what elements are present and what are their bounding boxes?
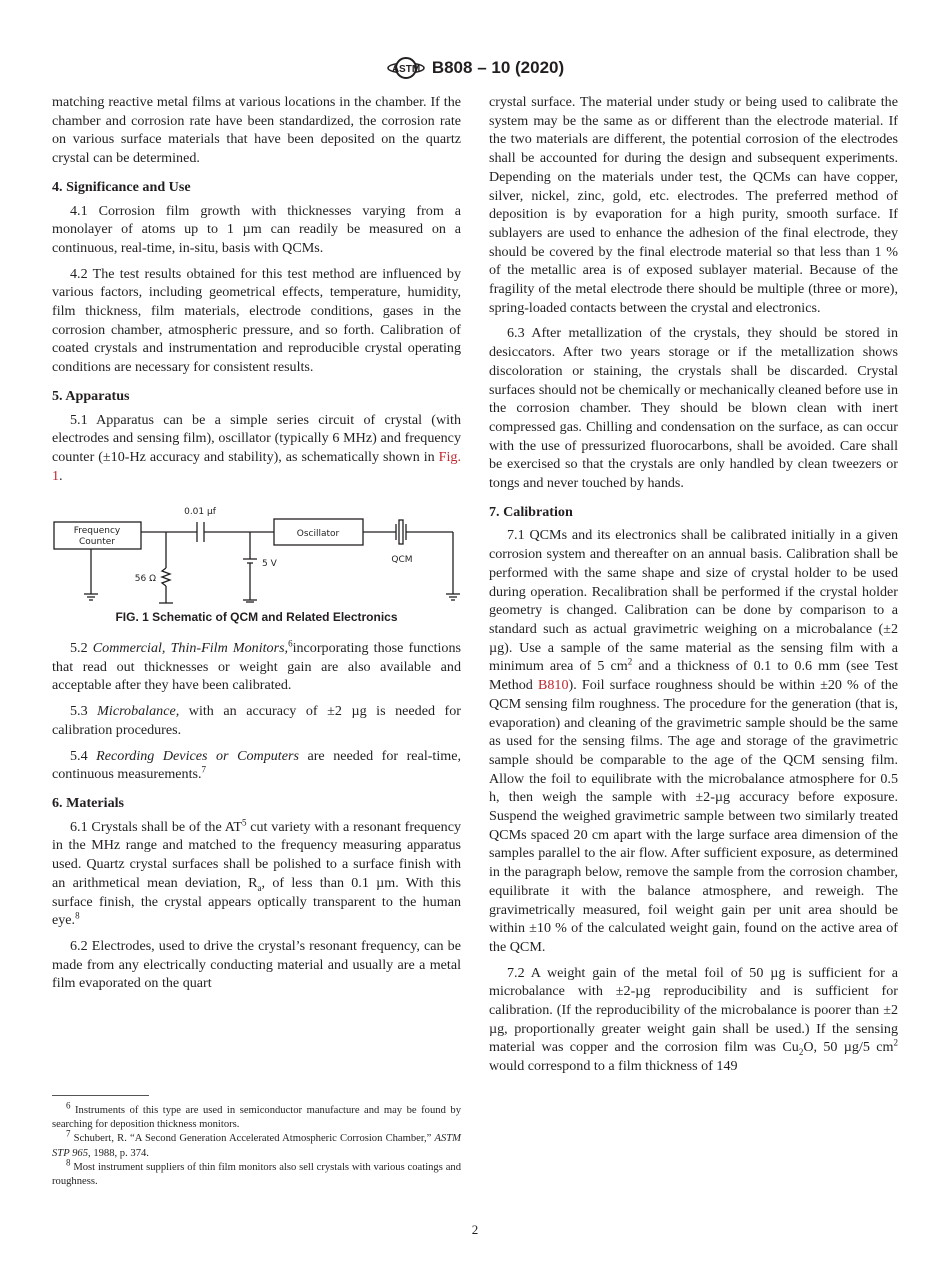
text-run: would correspond to a film thickness of 149 [489, 1058, 738, 1075]
text-run: 7. Calibration [489, 503, 573, 520]
paragraph [52, 265, 461, 377]
text-run: are needed for real-time, continuous measurements. [52, 747, 462, 783]
superscript: 7 [201, 764, 207, 775]
cross-reference-link[interactable]: Fig. 1 [52, 448, 461, 484]
footnote-number: 8 [66, 1157, 71, 1168]
text-run: 5. Apparatus [52, 387, 130, 404]
paragraph [52, 747, 461, 784]
text-run: 6.2 Electrodes, used to drive the crystal’s resonant frequency, can be made from any electrically conducting material and usually are a metal film evaporated on the quart [52, 937, 461, 992]
paragraph [52, 411, 461, 486]
footnote-number: 7 [66, 1128, 71, 1139]
footnote-text: , 1988, p. 374. [88, 1147, 149, 1159]
resistor-label: 56 Ω [134, 574, 156, 585]
qcm-label: QCM [391, 555, 413, 566]
text-run: 7.1 QCMs and its electronics shall be calibrated initially in a given corrosion system and thereafter on an annual basis. Calibration shall be performed with the same shape and size of crystal holder to be used during operation. Recalibration shall be performed if the crystal holder geometry is changed. Calibration can be done by comparison to a standard such as actual gravimetric weighing on a microbalance (±2 µg). Use a sample of the same material as the sensing film with a minimum area of 5 cm [489, 527, 898, 675]
text-run: 5.2 [70, 640, 93, 657]
right-column [489, 93, 898, 1083]
text-run: Commercial, Thin-Film Monitors, [92, 640, 289, 657]
figure-1 [52, 492, 461, 627]
text-run: 4.2 The test results obtained for this test method are influenced by various factors, including geometrical effects, temperature, humidity, film thickness, film materials, electrode conditions, gases in the corrosion chamber, atmospheric pressure, and so forth. Calibration of coated crystals and instrumentation and reproducible crystal operating conditions are necessary for consistent results. [52, 265, 461, 376]
footnote-text: Most instrument suppliers of thin film monitors also sell crystals with various coatings and roughness. [52, 1161, 461, 1188]
text-run: with an accuracy of ±2 µg is needed for calibration procedures. [52, 703, 461, 738]
text-run: 5.4 [70, 747, 97, 764]
superscript: 5 [241, 817, 247, 827]
paragraph [52, 937, 461, 993]
footnote-citation: ASTM STP 965 [52, 1133, 461, 1159]
text-run: ). Foil surface roughness should be within ±20 % of the QCM sensing film roughness. The procedure for the generation (that is, evaporation) and cleaning of the gravimetric sample should be the same as used for the sensing films. The age and storage of the gravimetric sample should be comparable to the age of the QCM sensing film. Allow the foil to equilibrate with the microbalance atmosphere for 0.5 h, then weigh the sample with ±2-µg accuracy before exposure. Suspend the weighed gravimetric sample between two similarly treated QCMs spaced 20 cm apart with the large surface area dimension of the samples parallel to the air flow. After sufficient exposure, as determined in the paragraph below, remove the sample from the corrosion chamber, equilibrate it with the balance atmosphere, and reweigh. The gravimetrically measured, foil weight gain per unit area should be within ±10 % of the calculated weight gain, found on the active area of the QCM. [489, 677, 898, 955]
text-run: Microbalance, [97, 703, 180, 720]
svg-text:ASTM: ASTM [391, 64, 420, 75]
capacitor-label: 0.01 µf [184, 507, 216, 518]
paragraph [52, 93, 461, 168]
oscillator-label: Oscillator [296, 529, 340, 540]
text-run: 6.1 Crystals shall be of the AT [70, 818, 242, 835]
footnote-text: Instruments of this type are used in semiconductor manufacture and may be found by searching for deposition thickness monitors. [52, 1105, 461, 1131]
text-run: , of less than 0.1 µm. With this surface finish, the crystal appears optically transparent to the human eye. [52, 874, 461, 929]
section-heading [52, 178, 461, 197]
text-run: 4.1 Corrosion film growth with thicknesses varying from a monolayer of atoms up to 1 µm can readily be measured on a continuous, real-time, in-situ, basis with QCMs. [52, 202, 461, 256]
paragraph [52, 639, 461, 695]
section-heading [52, 387, 461, 406]
paragraph [489, 526, 898, 956]
astm-logo-icon [386, 56, 426, 80]
subscript: 2 [798, 1047, 804, 1058]
text-run: cut variety with a resonant frequency in the MHz range and matched to the frequency measuring apparatus used. Quartz crystal surfaces shall be polished to a surface finish with an arithmetical mean deviation, R [52, 818, 462, 891]
voltage-label: 5 V [262, 559, 277, 570]
page-header [0, 56, 950, 80]
superscript: 2 [627, 656, 633, 667]
counter-label: Frequency [73, 526, 121, 537]
text-run: crystal surface. The material under study or being used to calibrate the system may be the same as or different than the electrode material. If the two materials are different, the potential corrosion of the electrodes shall be accounted for during the design and subsequent experiments. Depending on the materials under test, the QCMs can have copper, silver, nickel, zinc, gold, etc. electrodes. The preferred method of deposition is by evaporation for a high purity, smooth surface. If sublayers are used to enhance the adhesion of the final electrode, they should be covered by the final electrode material so that less than 1 % of the metallic area is of exposed sublayer material. Because of the fragility of the metal electrode there should be multiple (three or more), spring-loaded contacts between the crystal and electronics. [489, 94, 898, 316]
paragraph [489, 93, 898, 317]
text-run: Recording Devices or Computers [96, 747, 299, 764]
footnote-8 [52, 1157, 461, 1189]
text-run: 7.2 A weight gain of the metal foil of 50 µg is sufficient for a microbalance with ±2-µg reproducibility and is sufficient for calibration. (If the reproducibility of the microbalance is poorer than ±2 µg, proportionally greater weight gain shall be used.) If the sensing material was copper and the corrosion film was Cu [489, 964, 898, 1056]
text-run: 5.1 Apparatus can be a simple series circuit of crystal (with electrodes and sensing film), oscillator (typically 6 MHz) and frequency counter (±10-Hz accuracy and stability), as schematically shown in [52, 411, 461, 465]
ground-icon [446, 594, 460, 600]
text-run: . [59, 467, 63, 484]
paragraph [52, 702, 461, 739]
cross-reference-link[interactable]: B810 [537, 677, 569, 694]
counter-label: Counter [79, 537, 115, 548]
text-run: O, 50 µg/5 cm [803, 1039, 894, 1056]
footnote-number: 6 [66, 1100, 71, 1111]
paragraph [52, 818, 461, 930]
qcm-schematic [52, 492, 461, 604]
ground-icon [84, 594, 98, 600]
paragraph [52, 202, 461, 258]
page-number: 2 [471, 1222, 479, 1237]
paragraph [489, 964, 898, 1076]
subscript: a [257, 882, 262, 893]
footnote-text: Schubert, R. “A Second Generation Accelerated Atmospheric Corrosion Chamber,” [73, 1133, 435, 1145]
section-heading [52, 794, 461, 813]
ground-icon [243, 600, 257, 602]
section-heading [489, 503, 898, 522]
document-designation: B808 – 10 (2020) [431, 58, 565, 77]
footnote-7 [52, 1128, 461, 1160]
footnotes [52, 1100, 461, 1189]
superscript: 8 [75, 910, 80, 921]
paragraph [489, 324, 898, 492]
text-run: incorporating those functions that read out thicknesses or weight gain are also available and acceptable after they have been calibrated. [52, 640, 461, 694]
superscript: 6 [288, 638, 293, 649]
text-run: 5.3 [70, 703, 98, 720]
text-run: 4. Significance and Use [52, 178, 191, 195]
text-run: and a thickness of 0.1 to 0.6 mm (see Test Method [489, 658, 898, 694]
superscript: 2 [893, 1037, 898, 1048]
left-column [52, 93, 461, 1000]
footnote-6 [52, 1100, 461, 1132]
text-run: 6.3 After metallization of the crystals, they should be stored in desiccators. After two years storage or if the metallization shows discoloration or staining, the crystals shall be discarded. Crystal surfaces should not be chemically or mechanically cleaned before use in the corrosion chamber. They should be blown clean with inert compressed gas. Chilling and condensation on the surface, as can occur with the use of pressurized fluorocarbons, shall be avoided. Care shall be exercised so that the crystals are only handled by clean tweezers or tongs and never touched by hands. [489, 325, 898, 492]
footnote-divider [52, 1095, 149, 1096]
text-run: 6. Materials [52, 794, 125, 811]
figure-caption: FIG. 1 Schematic of QCM and Related Electronics [115, 610, 398, 625]
text-run: matching reactive metal films at various locations in the chamber. If the chamber and corrosion rate have been standardized, the corrosion rate on various surface materials that have been deposited on the quartz crystal can be determined. [52, 94, 461, 167]
